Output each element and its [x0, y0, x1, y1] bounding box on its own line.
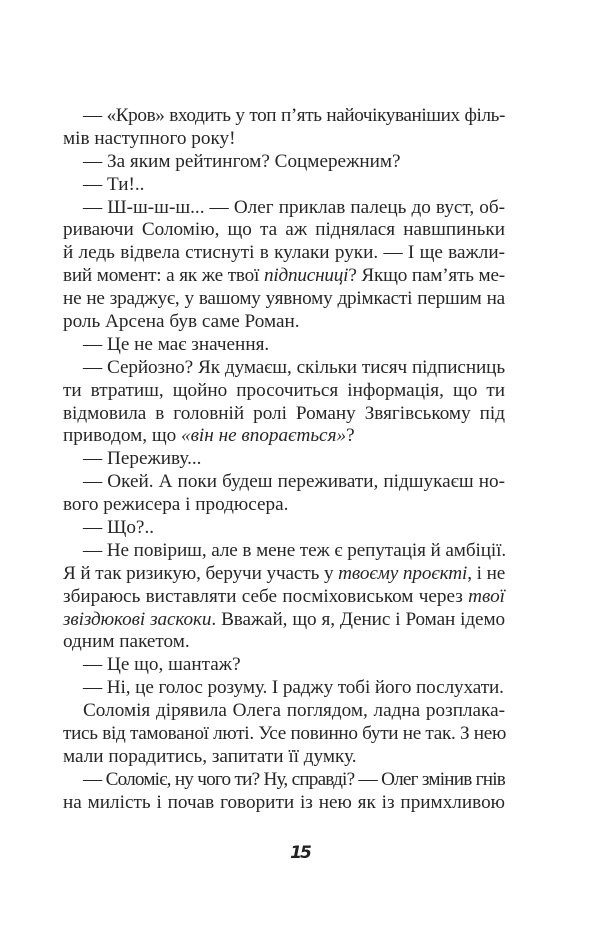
text-segment: приводом, що: [63, 425, 181, 447]
text-line: [63, 334, 505, 357]
text-line: [63, 380, 505, 403]
text-line: [63, 494, 505, 517]
text-line: [63, 700, 505, 723]
text-line: [63, 311, 505, 334]
italic-text: підписниці: [263, 265, 349, 287]
italic-text: твоєму проєкті: [338, 562, 468, 584]
text-segment: — Окей. А поки будеш переживати, підшукаєш но-: [83, 471, 505, 493]
text-segment: й ледь відвела стиснуті в кулаки руки. — І ще важли-: [63, 242, 505, 264]
text-segment: вий момент: а як же твої: [63, 265, 264, 287]
text-segment: відмовила в головній ролі Роману Звягівському під: [63, 402, 505, 424]
italic-text: «він не впорається»: [181, 425, 347, 447]
text-line: [63, 540, 505, 563]
text-line: [63, 197, 505, 220]
text-segment: одним пакетом.: [63, 631, 190, 653]
text-line: [63, 609, 505, 632]
text-segment: — Що?..: [83, 517, 155, 539]
text-segment: ти втратиш, щойно просочиться інформація, що ти: [63, 379, 505, 401]
text-line: [63, 403, 505, 426]
italic-text: твої: [468, 585, 505, 607]
text-segment: — «Кров» входить у топ п’ять найочікуваніших філь-: [83, 105, 505, 126]
text-segment: тись від тамованої люті. Усе повинно бути не так. З нею: [63, 723, 507, 745]
text-line: [63, 105, 505, 128]
text-line: [63, 586, 505, 609]
text-segment: роль Арсена був саме Роман.: [63, 311, 300, 333]
text-segment: мів наступного року!: [63, 127, 236, 149]
text-line: [63, 151, 505, 174]
text-segment: не не зраджує, у вашому уявному дрімкасті першим на: [63, 288, 505, 310]
text-segment: на милість і почав говорити із нею як із примхливою: [63, 791, 505, 813]
text-line: [63, 242, 505, 265]
text-segment: ? Якщо пам’ять ме-: [348, 265, 505, 287]
text-segment: мали порадитись, запитати її думку.: [63, 745, 357, 767]
text-segment: — Ні, це голос розуму. І раджу тобі його послухати.: [83, 677, 504, 699]
text-line: [63, 128, 505, 151]
text-segment: . Вважай, що я, Денис і Роман ідемо: [211, 608, 505, 630]
text-line: [63, 471, 505, 494]
text-segment: , і не: [467, 562, 506, 584]
text-segment: — Соломіє, ну чого ти? Ну, справді? — Олег змінив гнів: [83, 768, 505, 790]
text-segment: риваючи Соломію, що та аж піднялася навшпиньки: [63, 219, 505, 241]
italic-text: звіздюкові заскоки: [63, 608, 212, 630]
text-line: [63, 425, 505, 448]
text-line: [63, 563, 505, 586]
text-line: [63, 769, 505, 792]
text-line: [63, 357, 505, 380]
text-line: [63, 448, 505, 471]
text-segment: — За яким рейтингом? Соцмережним?: [83, 150, 401, 172]
text-line: [63, 219, 505, 242]
page-number: 15: [290, 843, 310, 863]
text-segment: — Переживу...: [83, 448, 202, 470]
text-segment: збираюсь виставляти себе посміховиськом через: [63, 585, 469, 607]
text-segment: — Це що, шантаж?: [83, 654, 241, 676]
text-segment: Соломія дірявила Олега поглядом, ладна розплака-: [83, 700, 505, 722]
text-line: [63, 265, 505, 288]
text-segment: Я й так ризикую, беручи участь у: [63, 562, 339, 584]
text-line: [63, 723, 505, 746]
text-segment: — Серйозно? Як думаєш, скільки тисяч підписниць: [83, 356, 505, 378]
text-segment: — Це не має значення.: [83, 333, 270, 355]
text-segment: — Ш-ш-ш-ш... — Олег приклав палець до вуст, об-: [83, 196, 505, 218]
text-segment: — Ти!..: [83, 173, 145, 195]
text-segment: ?: [346, 425, 355, 447]
body-text: [63, 105, 505, 815]
text-segment: вого режисера і продюсера.: [63, 494, 289, 516]
text-segment: — Не повіриш, але в мене теж є репутація й амбіції.: [83, 539, 507, 561]
text-line: [63, 517, 505, 540]
text-line: [63, 654, 505, 677]
text-line: [63, 631, 505, 654]
text-line: [63, 792, 505, 815]
text-line: [63, 746, 505, 769]
text-line: [63, 677, 505, 700]
text-line: [63, 174, 505, 197]
text-line: [63, 288, 505, 311]
